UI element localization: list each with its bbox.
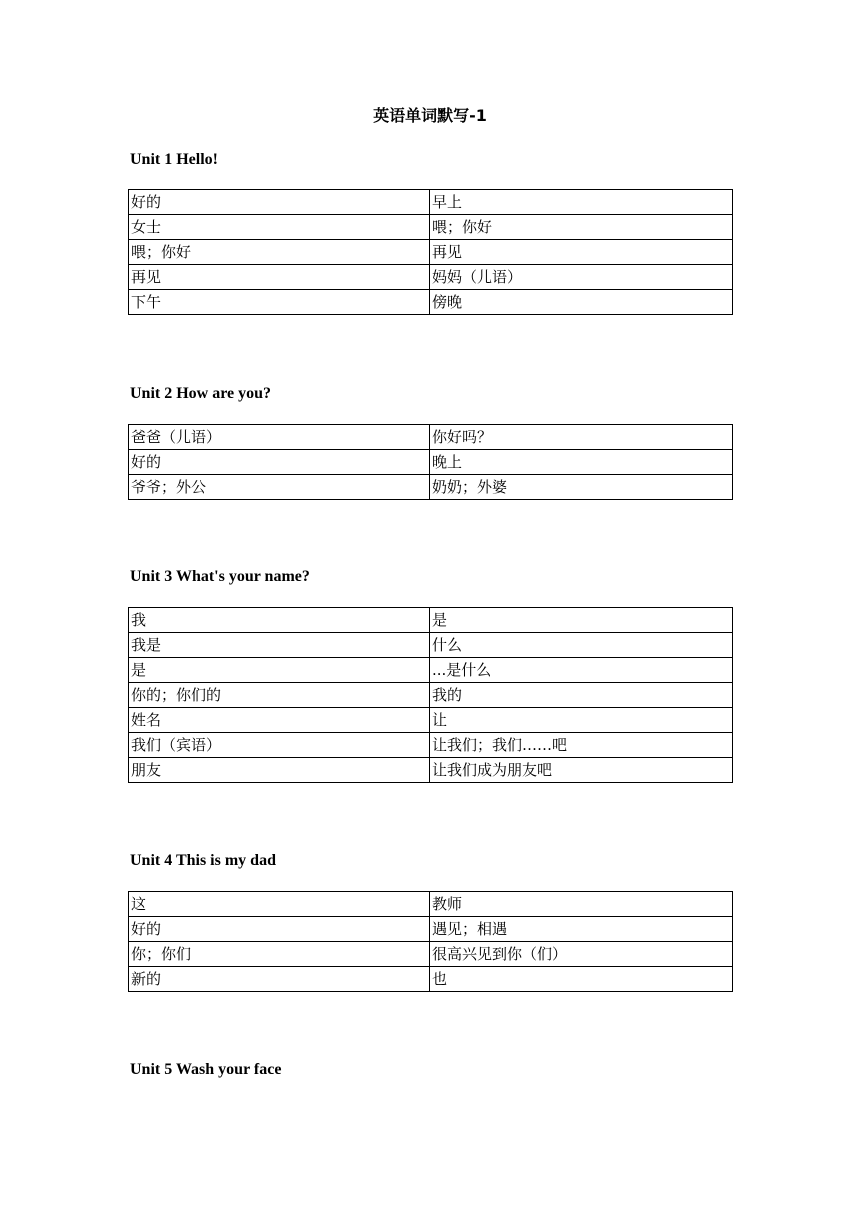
document-title: 英语单词默写-1	[373, 106, 487, 125]
cell: 你好吗？	[430, 425, 733, 450]
cell: 喂；你好	[129, 240, 430, 265]
cell: 喂；你好	[430, 215, 733, 240]
cell: 爸爸（儿语）	[129, 425, 430, 450]
table-row	[129, 892, 733, 917]
cell: 让我们成为朋友吧	[430, 758, 733, 783]
cell: 我的	[430, 683, 733, 708]
unit-1-table	[128, 189, 733, 315]
unit-3-table	[128, 607, 733, 783]
unit-2-heading: Unit 2 How are you?	[130, 385, 272, 402]
table-row	[129, 240, 733, 265]
table-row	[129, 967, 733, 992]
cell: 再见	[430, 240, 733, 265]
cell: 好的	[129, 190, 430, 215]
unit-4-table	[128, 891, 733, 992]
unit-4-heading: Unit 4 This is my dad	[130, 852, 276, 869]
unit-2-table	[128, 424, 733, 500]
table-row	[129, 425, 733, 450]
table-row	[129, 658, 733, 683]
cell: 傍晚	[430, 290, 733, 315]
cell: 早上	[430, 190, 733, 215]
cell: 爷爷；外公	[129, 475, 430, 500]
cell: 姓名	[129, 708, 430, 733]
table-row	[129, 733, 733, 758]
table-row	[129, 633, 733, 658]
cell: 你的；你们的	[129, 683, 430, 708]
table-row	[129, 758, 733, 783]
cell: 好的	[129, 917, 430, 942]
cell: 教师	[430, 892, 733, 917]
unit-3-heading: Unit 3 What's your name?	[130, 568, 310, 585]
cell: 新的	[129, 967, 430, 992]
table-row	[129, 215, 733, 240]
cell: 我们（宾语）	[129, 733, 430, 758]
cell: 让我们；我们……吧	[430, 733, 733, 758]
cell: 奶奶；外婆	[430, 475, 733, 500]
table-row	[129, 290, 733, 315]
table-row	[129, 265, 733, 290]
cell: 我	[129, 608, 430, 633]
table-row	[129, 917, 733, 942]
cell: 晚上	[430, 450, 733, 475]
cell: 女士	[129, 215, 430, 240]
cell: 遇见；相遇	[430, 917, 733, 942]
unit-5-heading: Unit 5 Wash your face	[130, 1061, 282, 1078]
cell: 这	[129, 892, 430, 917]
cell: ...是什么	[430, 658, 733, 683]
unit-1-heading: Unit 1 Hello!	[130, 151, 218, 168]
cell: 再见	[129, 265, 430, 290]
cell: 你；你们	[129, 942, 430, 967]
cell: 是	[430, 608, 733, 633]
cell: 朋友	[129, 758, 430, 783]
cell: 好的	[129, 450, 430, 475]
table-row	[129, 683, 733, 708]
table-row	[129, 942, 733, 967]
cell: 很高兴见到你（们）	[430, 942, 733, 967]
table-row	[129, 450, 733, 475]
cell: 让	[430, 708, 733, 733]
cell: 我是	[129, 633, 430, 658]
cell: 妈妈（儿语）	[430, 265, 733, 290]
cell: 下午	[129, 290, 430, 315]
table-row	[129, 475, 733, 500]
cell: 是	[129, 658, 430, 683]
table-row	[129, 190, 733, 215]
cell: 也	[430, 967, 733, 992]
table-row	[129, 608, 733, 633]
cell: 什么	[430, 633, 733, 658]
table-row	[129, 708, 733, 733]
